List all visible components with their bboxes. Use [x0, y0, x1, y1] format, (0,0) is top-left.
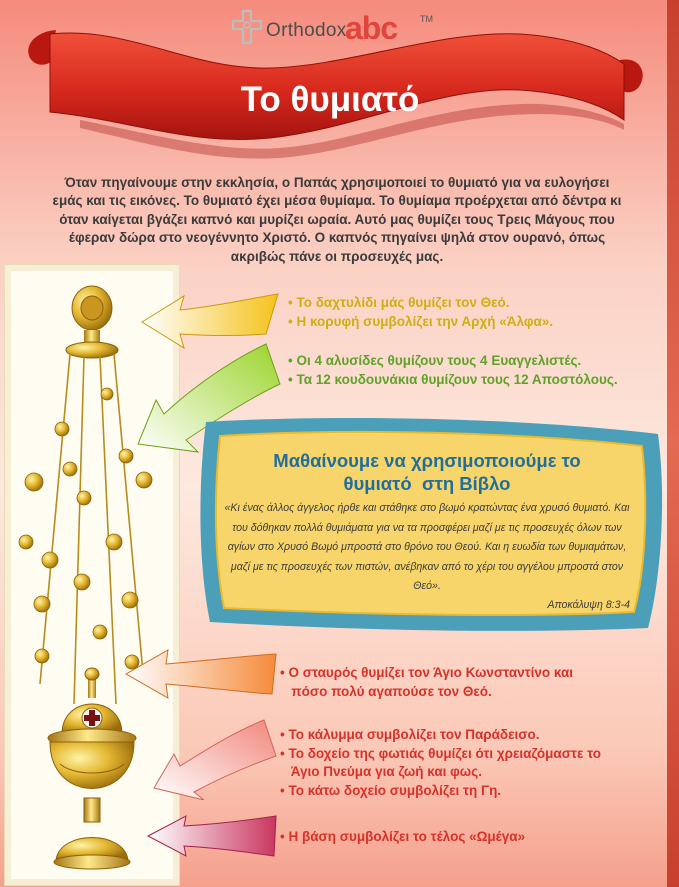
note-body-parts — [280, 726, 601, 800]
bible-reference: Αποκάλυψη 8:3-4 — [547, 599, 630, 611]
list-item: πόσο πολύ αγαπούσε τον Θεό. — [280, 683, 492, 699]
list-item: • Το δαχτυλίδι μάς θυμίζει τον Θεό. — [288, 295, 510, 310]
list-item: • Το δοχείο της φωτιάς θυμίζει ότι χρειαζόμαστε το — [280, 745, 602, 761]
note-cross — [280, 664, 573, 701]
list-item: • Η βάση συμβολίζει το τέλος «Ωμέγα» — [280, 829, 526, 844]
bible-title-line-1: Μαθαίνουμε να χρησιμοποιούμε το — [273, 450, 581, 471]
logo-abc: abc — [345, 10, 398, 46]
list-item: • Ο σταυρός θυμίζει τον Άγιο Κωνσταντίνο και — [280, 665, 574, 680]
page-title: Το θυμιατό — [240, 80, 420, 119]
logo-trademark: TM — [420, 14, 433, 24]
page-edge-stripe — [667, 0, 679, 887]
note-ring-top — [288, 294, 553, 331]
arrow-orange-icon — [124, 644, 280, 704]
list-item: Άγιο Πνεύμα για ζωή και φως. — [280, 764, 482, 779]
list-item: • Το κάτω δοχείο συμβολίζει τη Γη. — [280, 782, 502, 798]
intro-paragraph: Όταν πηγαίνουμε στην εκκλησία, ο Παπάς χρησιμοποιεί το θυμιατό για να ευλογήσει εμάς και τις εικόνες. Το θυμιατό έχει μέσα θυμίαμα. Το θυμίαμα προέρχεται από δέντρα κι όταν καίγεται βγάζει καπνό και μυρίζει ωραία. Αυτό μας θυμίζει τους Τρεις Μάγους που έφεραν δώρα στο νεογέννητο Χριστό. Ο καπνός πηγαίνει ψηλά στον ουρανό, όπως ακριβώς πάνε οι προσευχές μας. — [52, 175, 622, 264]
bible-title-line-2: θυμιατό στη Βίβλο — [343, 473, 511, 494]
note-chains-bells — [288, 352, 618, 389]
bible-quote-text: «Κι ένας άλλος άγγελος ήρθε και στάθηκε στο βωμό κρατώντας ένα χρυσό θυμιατό. Και του δόθηκαν πολλά θυμιάματα για να τα προσφέρει μαζί με τις προσευχές όλων των αγίων στο Χρυσό Βωμό μπροστά στο θρόνο του Θεού. Και η ευωδία των θυμιαμάτων, μαζί με τις προσευχές των πιστών, ανέβηκαν από το χέρι του αγγέλου μπροστά στον Θεό». — [224, 502, 630, 592]
list-item: • Οι 4 αλυσίδες θυμίζουν τους 4 Ευαγγελιστές. — [288, 353, 582, 368]
note-base — [280, 828, 525, 847]
list-item: • Η κορυφή συμβολίζει την Αρχή «Άλφα». — [288, 313, 554, 329]
list-item: • Τα 12 κουδουνάκια θυμίζουν τους 12 Αποστόλους. — [288, 371, 618, 387]
list-item: • Το κάλυμμα συμβολίζει τον Παράδεισο. — [280, 727, 540, 742]
bible-section-title — [230, 449, 624, 495]
arrow-pink-icon — [146, 812, 280, 860]
logo-word: Orthodox — [266, 20, 347, 41]
arrow-salmon-icon — [150, 714, 280, 800]
